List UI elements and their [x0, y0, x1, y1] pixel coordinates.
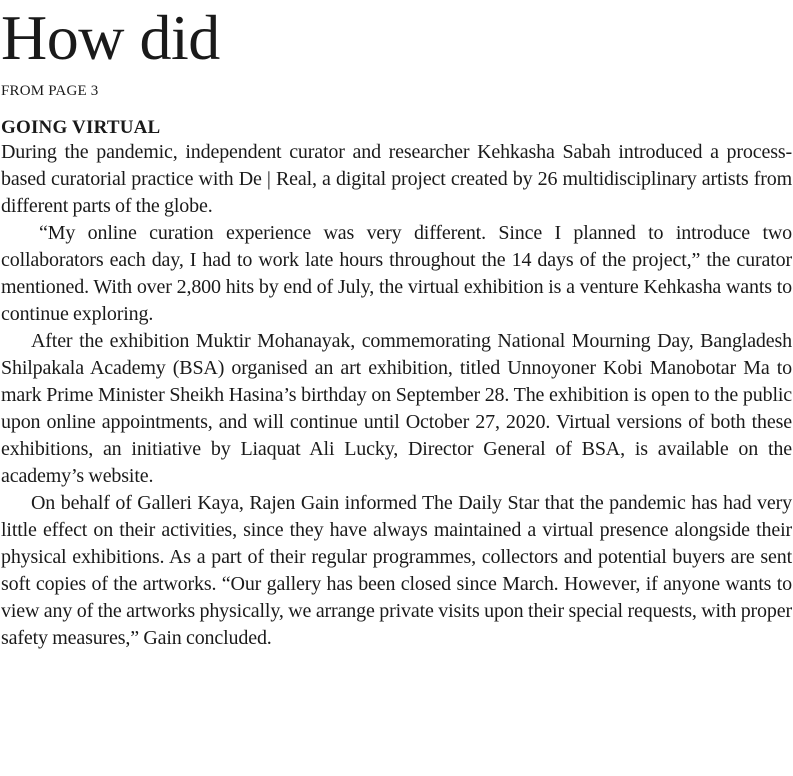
paragraph-2: “My online curation experience was very different. Since I planned to introduce two collaborators each day, I had to work late hours throughout the 14 days of the project,” the curator mentioned. With over 2,800 hits by end of July, the virtual exhibition is a venture Kehkasha wants to continue exploring. — [1, 222, 792, 325]
jump-line: FROM PAGE 3 — [1, 83, 99, 99]
paragraph-1: During the pandemic, independent curator and researcher Kehkasha Sabah introduced a process-based curatorial practice with De | Real, a digital project created by 26 multidisciplinary artists from different parts of the globe. — [1, 141, 792, 217]
article-headline: How did — [1, 2, 220, 73]
article-page — [1, 0, 792, 652]
section-title: GOING VIRTUAL — [1, 117, 161, 138]
paragraph-4: On behalf of Galleri Kaya, Rajen Gain informed The Daily Star that the pandemic has had very little effect on their activities, since they have always maintained a virtual presence alongside their physical exhibitions. As a part of their regular programmes, collectors and potential buyers are sent soft copies of the artworks. “Our gallery has been closed since March. However, if anyone wants to view any of the artworks physically, we arrange private visits upon their special requests, with proper safety measures,” Gain concluded. — [1, 492, 792, 649]
paragraph-3: After the exhibition Muktir Mohanayak, commemorating National Mourning Day, Bangladesh Shilpakala Academy (BSA) organised an art exhibition, titled Unnoyoner Kobi Manobotar Ma to mark Prime Minister Sheikh Hasina’s birthday on September 28. The exhibition is open to the public upon online appointments, and will continue until October 27, 2020. Virtual versions of both these exhibitions, an initiative by Liaquat Ali Lucky, Director General of BSA, is available on the academy’s website. — [1, 330, 792, 487]
